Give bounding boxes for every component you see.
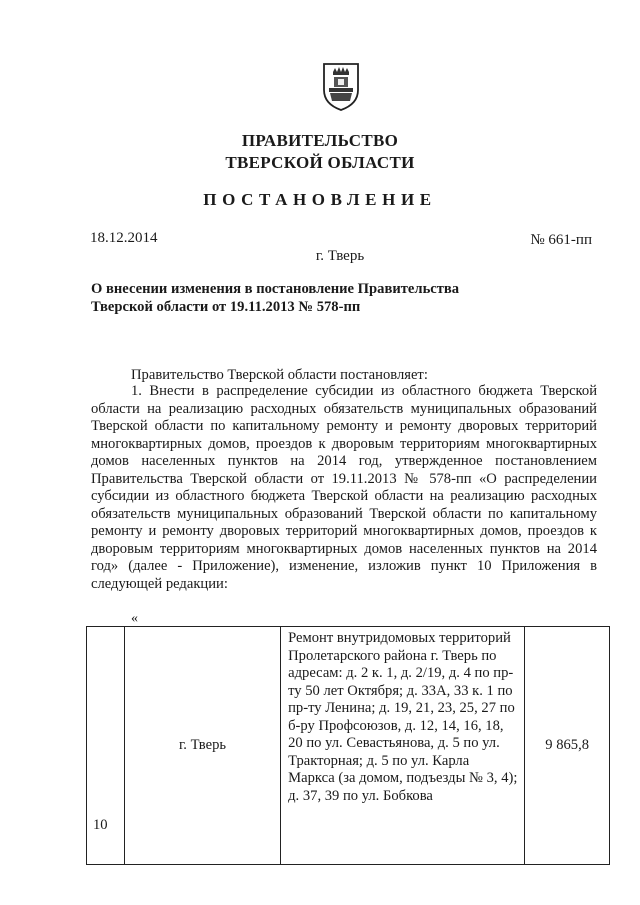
document-number: № 661-пп bbox=[530, 232, 592, 248]
amount-cell: 9 865,8 bbox=[525, 627, 610, 865]
municipality-cell: г. Тверь bbox=[124, 627, 280, 865]
document-title: О внесении изменения в постановление Правительства Тверской области от 19.11.2013 № 578-пп bbox=[91, 281, 460, 315]
description-text: Ремонт внутридомовых территорий Пролетарского района г. Тверь по адресам: д. 2 к. 1, д. 2/19, д. 4 по пр-ту 50 лет Октября; д. 33А, 33 к. 1 по пр-ту Ленина; д. 19, 21, 23, 25, 27 по б-ру Профсоюзов, д. 12, 14, 16, 18, 20 по ул. Севастьянова, д. 5 по ул. Тракторная; д. 5 по ул. Карла Маркса (за домом, подъезды № 3, 4); д. 37, 39 по ул. Бобкова bbox=[288, 630, 518, 804]
row-number-cell bbox=[87, 627, 125, 865]
point-1-text: 1. Внести в распределение субсидии из областного бюджета Тверской области на реализацию расходных обязательств муниципальных образований Тверской области по капитальному ремонту и ремонту дворовых территорий многоквартирных домов, проездов к дворовым территориям многоквартирных домов населенных пунктов на 2014 год, утвержденное постановлением Правительства Тверской области от 19.11.2013 № 578-пп «О распределении субсидии из областного бюджета Тверской области на реализацию расходных обязательств муниципальных образований Тверской области по капитальному ремонту и ремонту дворовых территорий многоквартирных домов, проездов к дворовым территориям многоквартирных домов населенных пунктов на 2014 год» (далее - Приложение), изменение, изложив пункт 10 Приложения в следующей редакции: bbox=[91, 383, 597, 592]
document-date: 18.12.2014 bbox=[90, 230, 158, 246]
document-type: ПОСТАНОВЛЕНИЕ bbox=[203, 190, 437, 209]
table-row bbox=[87, 627, 610, 865]
organization-name-line2: ТВЕРСКОЙ ОБЛАСТИ bbox=[225, 153, 415, 172]
opening-quote: « bbox=[131, 611, 138, 626]
organization-name-line1: ПРАВИТЕЛЬСТВО bbox=[241, 131, 399, 150]
description-cell bbox=[281, 627, 525, 865]
row-number: 10 bbox=[93, 816, 108, 833]
subsidy-table bbox=[86, 626, 610, 865]
document-city: г. Тверь bbox=[315, 248, 365, 264]
preamble: Правительство Тверской области постановляет: bbox=[131, 367, 428, 383]
tver-coat-of-arms-icon bbox=[321, 60, 361, 112]
